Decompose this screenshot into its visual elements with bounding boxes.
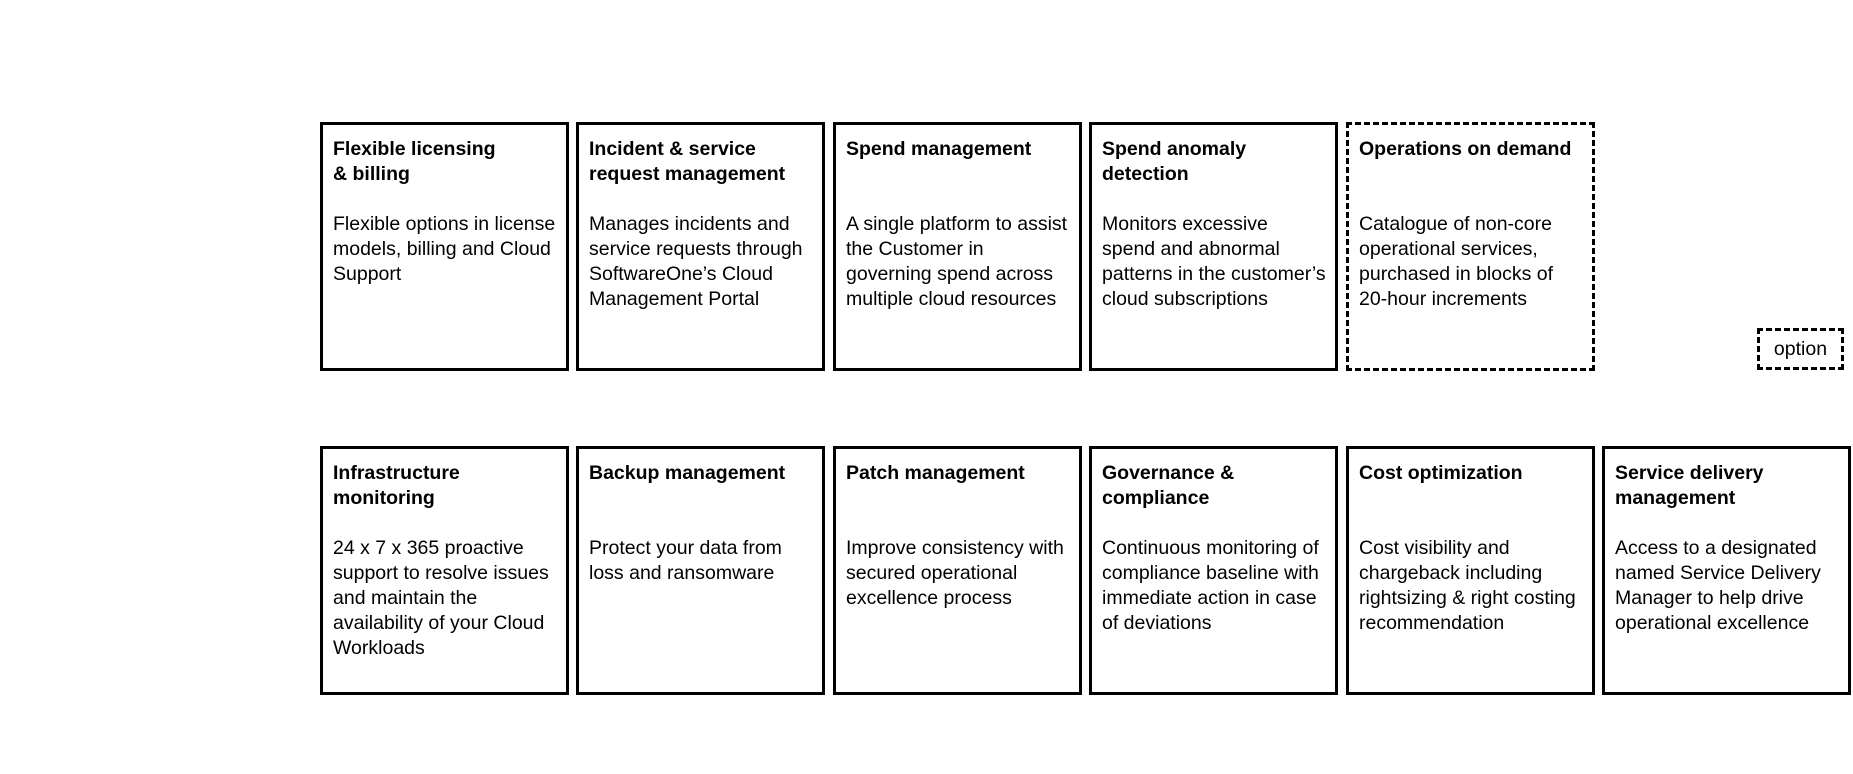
card-title: Flexible licensing & billing (333, 138, 496, 185)
card-description: Catalogue of non-core operational services, purchased in blocks of 20-hour increments (1359, 213, 1554, 310)
card-title: Operations on demand (1359, 138, 1572, 160)
card-title: Spend anomaly detection (1102, 138, 1247, 185)
service-card-service-delivery-management (1602, 446, 1851, 695)
legend-option-box: option (1757, 328, 1844, 370)
card-title: Cost optimization (1359, 462, 1523, 484)
service-card-spend-management (833, 122, 1082, 371)
service-card-spend-anomaly (1089, 122, 1338, 371)
card-description: Cost visibility and chargeback including rightsizing & right costing recommendation (1359, 537, 1576, 634)
card-description: Flexible options in license models, billing and Cloud Support (333, 213, 556, 285)
card-description: A single platform to assist the Customer in governing spend across multiple cloud resources (846, 213, 1068, 310)
card-title: Infrastructure monitoring (333, 462, 460, 509)
service-card-patch-management (833, 446, 1082, 695)
card-description: Access to a designated named Service Delivery Manager to help drive operational excellence (1615, 537, 1821, 634)
service-card-incident-management (576, 122, 825, 371)
card-description: Protect your data from loss and ransomware (589, 537, 782, 584)
service-card-operations-on-demand (1346, 122, 1595, 371)
service-card-flexible-licensing (320, 122, 569, 371)
card-title: Backup management (589, 462, 786, 484)
card-description: Manages incidents and service requests through SoftwareOne’s Cloud Management Portal (589, 213, 803, 310)
card-title: Service delivery management (1615, 462, 1764, 509)
card-description: 24 x 7 x 365 proactive support to resolve issues and maintain the availability of your Cloud Workloads (333, 537, 549, 659)
service-card-infrastructure-monitoring (320, 446, 569, 695)
service-card-backup-management (576, 446, 825, 695)
card-title: Governance & compliance (1102, 462, 1235, 509)
card-title: Patch management (846, 462, 1025, 484)
card-description: Monitors excessive spend and abnormal patterns in the customer’s cloud subscriptions (1102, 213, 1326, 310)
service-card-governance-compliance (1089, 446, 1338, 695)
card-description: Improve consistency with secured operational excellence process (846, 537, 1064, 609)
card-description: Continuous monitoring of compliance baseline with immediate action in case of deviations (1102, 537, 1319, 634)
service-card-cost-optimization (1346, 446, 1595, 695)
card-title: Spend management (846, 138, 1032, 160)
card-title: Incident & service request management (589, 138, 786, 185)
